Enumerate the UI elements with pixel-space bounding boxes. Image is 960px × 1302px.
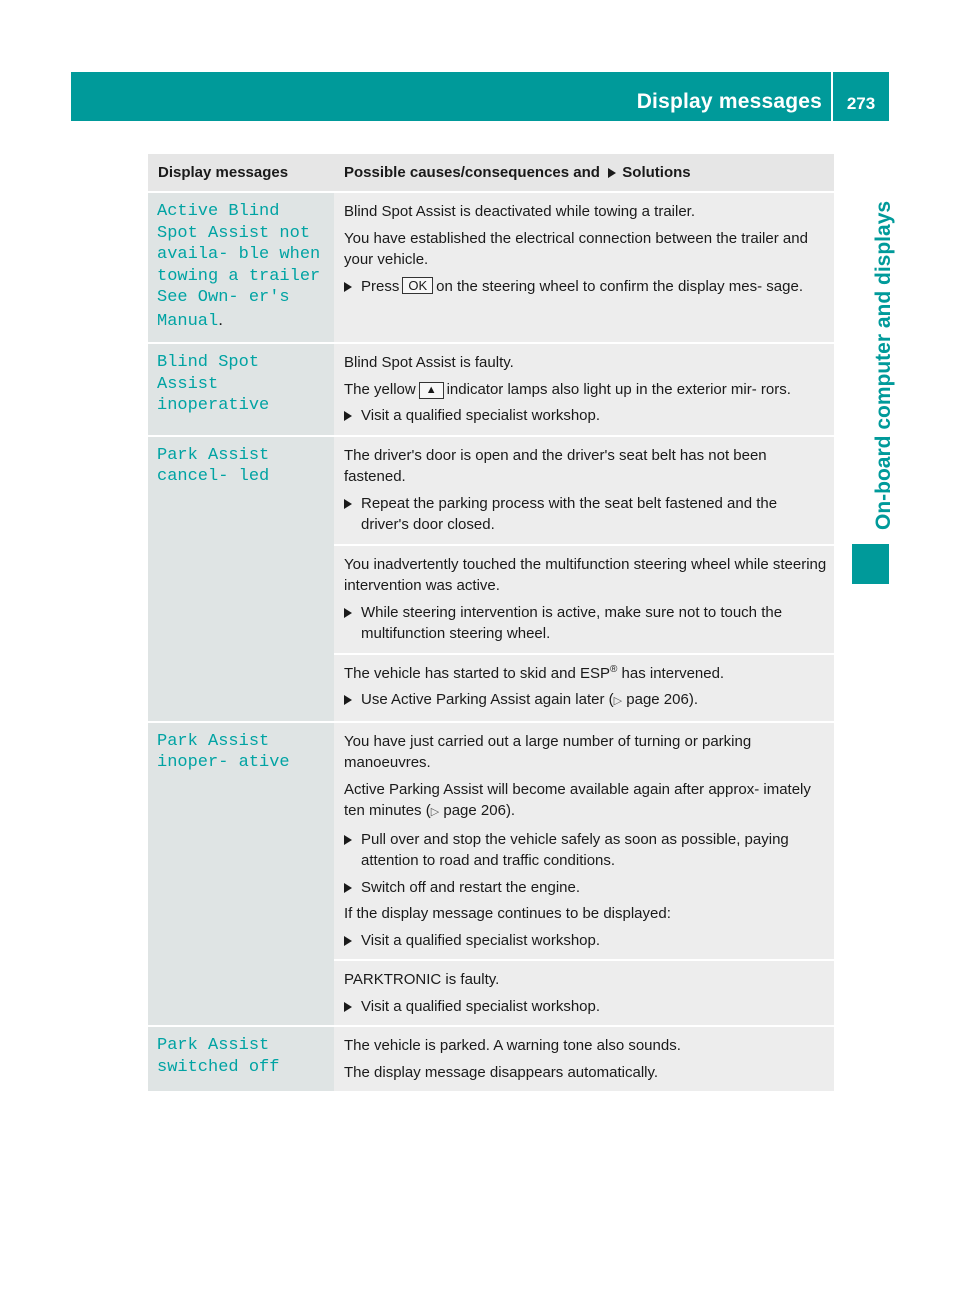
- step-text: Press: [361, 277, 400, 295]
- solution-cell: [334, 436, 834, 545]
- solution-cell: [334, 654, 834, 722]
- display-message: Active Blind Spot Assist not availa- ble when towing a trailer See Own- er's Manual: [157, 202, 321, 331]
- arrow-icon: [344, 411, 352, 421]
- step-text: Visit a qualified specialist workshop.: [361, 407, 601, 424]
- step-text: Switch off and restart the engine.: [361, 878, 581, 896]
- arrow-icon: [344, 883, 352, 893]
- solution-cell: [334, 192, 834, 343]
- cause-text: You have just carried out a large number of turning or parking manoeuvres.: [344, 732, 752, 771]
- message-cell: [148, 722, 334, 1027]
- step-text: Pull over and stop the vehicle safely as soon as possible, paying attention to road and traffic conditions.: [361, 830, 789, 869]
- message-cell: [148, 343, 334, 436]
- solution-step: [344, 996, 828, 1018]
- cause-text-part: indicator lamps also light up in the exterior mir- rors.: [446, 380, 791, 398]
- page-number: 273: [846, 94, 876, 113]
- solution-cell: [334, 343, 834, 436]
- cause-text-part: has intervened.: [621, 664, 725, 682]
- solution-cell: [334, 1026, 834, 1092]
- message-suffix: .: [218, 309, 223, 329]
- solution-step: [344, 930, 828, 952]
- solution-step: [344, 405, 828, 427]
- solution-cell: [334, 722, 834, 961]
- solution-step: [344, 493, 828, 536]
- step-text: Use Active Parking Assist again later (: [361, 691, 614, 708]
- cause-text: PARKTRONIC is faulty.: [344, 971, 500, 988]
- page-reference-icon: ▷: [613, 695, 623, 707]
- page-header: [71, 72, 889, 121]
- display-message: Park Assist switched off: [157, 1036, 280, 1077]
- cause-text-part: The vehicle has started to skid and ESP: [344, 664, 610, 682]
- cause-text: If the display message continues to be displayed:: [344, 905, 671, 922]
- step-text: Visit a qualified specialist workshop.: [361, 931, 601, 949]
- message-cell: [148, 1026, 334, 1092]
- cause-text: You have established the electrical connection between the trailer and your vehicle.: [344, 229, 808, 268]
- arrow-icon: [344, 1002, 352, 1012]
- solution-step: [344, 877, 828, 899]
- table-row: [148, 343, 834, 436]
- solution-step: [344, 276, 828, 298]
- chapter-tab-label: On-board computer and displays: [872, 200, 895, 530]
- cause-text: [344, 663, 828, 685]
- blind-spot-warning-icon: ▲: [419, 382, 444, 399]
- arrow-icon: [344, 695, 352, 705]
- cause-text: [344, 779, 828, 824]
- step-text: ).: [688, 691, 699, 708]
- step-text: While steering intervention is active, make sure not to touch the multifunction steering wheel.: [361, 603, 783, 642]
- display-message: Blind Spot Assist inoperative: [157, 353, 270, 415]
- table-header-row: [148, 154, 834, 192]
- solution-step: [344, 689, 828, 713]
- arrow-icon: [344, 499, 352, 509]
- column-header-messages: Display messages: [148, 154, 334, 192]
- solution-cell: [334, 545, 834, 654]
- table-row: [148, 436, 834, 545]
- cause-text-part: Active Parking Assist will become available again after approx- imately ten minutes (: [344, 780, 811, 819]
- message-cell: [148, 192, 334, 343]
- display-message: Park Assist cancel- led: [157, 445, 270, 486]
- table-row: [148, 1026, 834, 1092]
- table-row: [148, 722, 834, 961]
- page-reference-link[interactable]: page 206: [626, 691, 689, 708]
- column-header-causes: Possible causes/consequences and: [344, 164, 600, 181]
- chapter-tab-marker: [852, 544, 889, 584]
- section-title: Display messages: [636, 90, 822, 113]
- column-header-solutions: [334, 154, 834, 192]
- cause-text: [344, 379, 828, 401]
- display-messages-table: [148, 154, 834, 1093]
- column-header-solutions-label: Solutions: [622, 164, 691, 181]
- ok-button-icon: OK: [402, 277, 433, 294]
- arrow-icon: [608, 168, 616, 178]
- solution-cell: [334, 960, 834, 1026]
- arrow-icon: [344, 282, 352, 292]
- cause-text: The display message disappears automatically.: [344, 1063, 659, 1081]
- arrow-icon: [344, 608, 352, 618]
- cause-text: Blind Spot Assist is deactivated while towing a trailer.: [344, 203, 696, 220]
- arrow-icon: [344, 835, 352, 845]
- step-text: on the steering wheel to confirm the display mes- sage.: [436, 277, 803, 295]
- cause-text: Blind Spot Assist is faulty.: [344, 354, 514, 371]
- solution-step: [344, 602, 828, 645]
- display-message: Park Assist inoper- ative: [157, 731, 290, 772]
- page-reference-link[interactable]: page 206: [443, 802, 506, 819]
- cause-text: The vehicle is parked. A warning tone also sounds.: [344, 1037, 681, 1054]
- cause-text-part: The yellow: [344, 380, 416, 398]
- message-cell: [148, 436, 334, 722]
- step-text: Repeat the parking process with the seat belt fastened and the driver's door closed.: [361, 494, 778, 533]
- page-reference-icon: ▷: [430, 806, 440, 818]
- cause-text: The driver's door is open and the driver's seat belt has not been fastened.: [344, 446, 767, 485]
- cause-text: You inadvertently touched the multifunction steering wheel while steering intervention was active.: [344, 555, 827, 594]
- arrow-icon: [344, 936, 352, 946]
- solution-step: [344, 829, 828, 872]
- table-row: [148, 192, 834, 343]
- cause-text-part: ).: [505, 802, 516, 819]
- registered-mark: ®: [609, 663, 618, 675]
- step-text: Visit a qualified specialist workshop.: [361, 997, 601, 1015]
